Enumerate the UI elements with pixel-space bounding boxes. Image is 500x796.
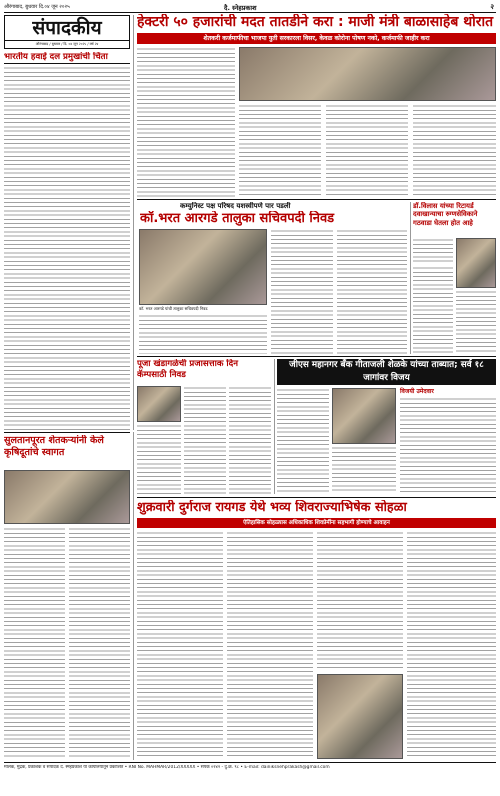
story6-body-col2 xyxy=(69,527,130,759)
story7-headline: शुक्रवारी दुर्गराज रायगड येथे भव्य शिवराज्याभिषेक सोहळा xyxy=(137,500,407,515)
story4-body-col3 xyxy=(229,386,271,494)
story5-photo xyxy=(332,388,396,444)
story2-photo xyxy=(139,229,267,305)
story3-headline: डॉ.विलास यांच्या रिटायर्ड दवाखान्याचा रुग्णसेविकाने गठवाडा घेतला होत आहे xyxy=(413,202,478,227)
page-number: २ xyxy=(490,3,494,11)
column-divider xyxy=(133,15,134,430)
story3-photo xyxy=(456,238,496,288)
lead-banner: शेतकरी कर्जमाफीचा भाजपा युती सरकारला विसर, केवळ कोरोना पोषण नको, कर्जमाफी जाहीर करा xyxy=(137,33,496,44)
story2-kicker: कम्युनिस्ट पक्ष परिषद यशस्वीपणे पार पडली xyxy=(180,202,291,210)
story5-body-col1 xyxy=(277,388,329,494)
story6-photo xyxy=(4,470,130,524)
story7-body-col4 xyxy=(407,531,496,759)
editorial-rule xyxy=(4,63,130,64)
editorial-headline: भारतीय हवाई दल प्रमुखांची चिंता xyxy=(4,52,108,62)
story5-winners-list xyxy=(400,397,496,494)
footer-rule xyxy=(4,762,496,763)
story6-body-col1 xyxy=(4,527,65,759)
story6-headline: सुलतानपूरत शेतकऱ्यांनी केले कृषिदूतांचे स्वागत xyxy=(4,435,104,458)
story4-headline: पूजा खंडागळेची प्रजासत्ताक दिन कॅम्पसाठी निवड xyxy=(137,359,238,380)
story2-headline: कॉ.भरत आरगडे तालुका सचिवपदी निवड xyxy=(140,211,335,226)
story2-bottom-rule xyxy=(137,356,496,357)
story2-caption: कॉ. भरत आरगडे यांची तालुका सचिवपदी निवड xyxy=(139,306,208,311)
lead-body-col2 xyxy=(239,104,321,197)
lead-body-col3 xyxy=(326,104,408,197)
story3-body-col3 xyxy=(456,290,496,354)
story5-body-col2 xyxy=(332,446,396,494)
story3-divider xyxy=(410,202,411,354)
masthead-date: औरंगाबाद, बुधवार दि.०४ जून २०२५ xyxy=(4,4,70,10)
story2-body-col2 xyxy=(271,229,333,354)
story5-bottom-rule xyxy=(137,497,496,498)
masthead-top-strip xyxy=(4,3,496,13)
story3-body-col1 xyxy=(413,238,453,264)
story3-body-col2 xyxy=(413,266,453,354)
story4-body-col1 xyxy=(137,424,181,494)
lead-photo xyxy=(239,47,496,101)
story4-body-col2 xyxy=(184,386,226,494)
story5-winners-label: विजयी उमेदवार xyxy=(400,388,434,395)
section-logo-sub: औरंगाबाद / बुधवार / दि. ०४ जून २०२५ / वर्ष २४ xyxy=(5,40,129,48)
story4-photo xyxy=(137,386,181,422)
story2-body-col1 xyxy=(139,314,267,354)
story7-body-col1 xyxy=(137,531,223,759)
lower-column-divider xyxy=(133,432,134,760)
story2-body-col3 xyxy=(337,229,407,354)
story7-body-col2 xyxy=(227,531,313,759)
lead-body-col4 xyxy=(413,104,496,197)
masthead-paper-name: दै. स्नेहप्रकाश xyxy=(224,4,257,12)
lead-headline: हेक्टरी ५० हजारांची मदत तातडीने करा : माजी मंत्री बाळासाहेब थोरात xyxy=(137,14,494,30)
section-logo-title: संपादकीय xyxy=(32,17,102,39)
story7-body-col3 xyxy=(317,531,403,671)
section-logo xyxy=(4,15,130,49)
editorial-body xyxy=(4,66,130,430)
story7-photo xyxy=(317,674,403,759)
story7-subheadline: ऐतिहासिक सोहळ्यास अधिकाधिक शिवप्रेमींना सहभागी होण्याचे आवाहन xyxy=(137,518,496,528)
footer-imprint: मालक, मुद्रक, प्रकाशक व संपादक दै. स्नेहप्रकाश या कार्यालयातून प्रकाशित • RNI No. MAHMAR/2012/XXXXX • संपर्क ०२४२ - दु.क्र. ९८ • E-mail: dainiksnehprakash@gmail.com xyxy=(4,765,330,770)
lead-bottom-rule xyxy=(137,199,496,200)
story5-divider xyxy=(274,359,275,494)
lead-body-col1 xyxy=(137,47,235,197)
story5-headline: जीएस महानगर बँक गीताजली शेळके यांच्या ताब्यात; सर्व १८ जागांवर विजय xyxy=(277,359,496,385)
editorial-bottom-rule xyxy=(4,432,130,433)
